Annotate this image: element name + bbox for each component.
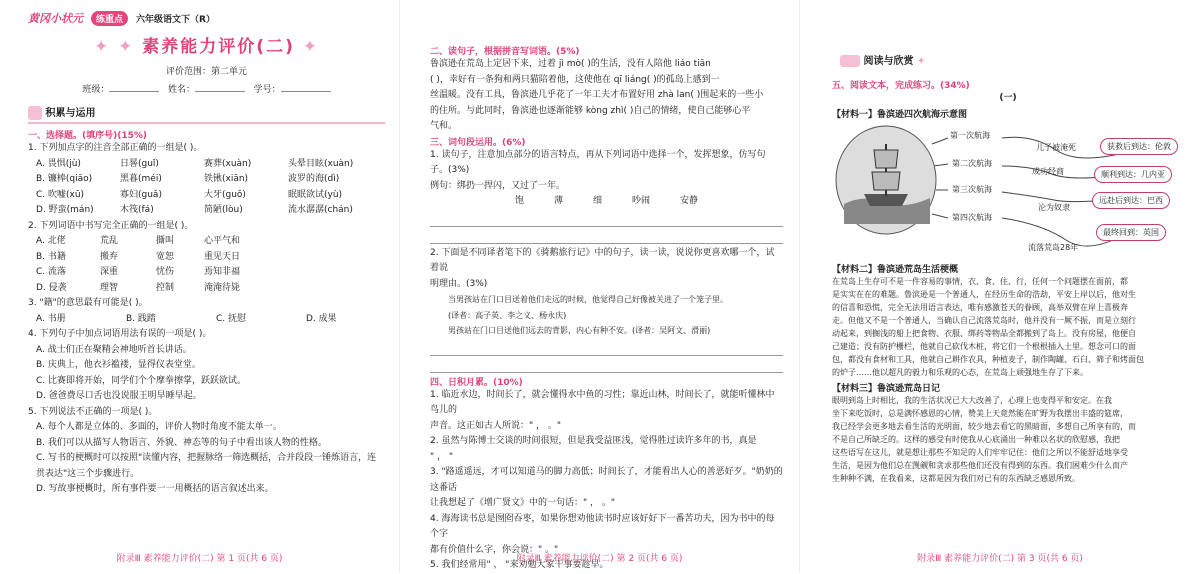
s4-line: 1. 临近水边，时间长了，就会懂得水中鱼的习性；靠近山林，时间长了，就能听懂林中鸟儿的 [430,389,775,415]
page-2 [400,0,800,572]
m2-line: 是实实在在的难题。鲁滨逊是一个普通人，在经历生命的浩劫，平安上岸以后，他对生 [832,289,1136,299]
q3-row [28,312,385,328]
s3-q2-stem: 2. 下面是不同译者笔下的《骑鹅旅行记》中的句子，读一读，说说你更喜欢哪一个，试着说 [430,247,775,273]
q2-d1: D. 侵袭 [36,282,67,293]
m3-line: 眼明到岛上时相比，我的生活状况已大大改善了，心理上也变得平和安定。在我 [832,395,1112,405]
s3-head: 三、词句段运用。(6%) [430,137,526,148]
section-banner [28,104,385,124]
result-1: 获救后到达：伦敦 [1100,138,1178,155]
q3-b: B. 践踏 [126,313,156,324]
word: 薄 [553,196,563,206]
class-field[interactable] [109,91,159,92]
s3-q1-stem: 1. 读句子，注意加点部分的语言特点，再从下列词语中选择一个，发挥想象，仿写句子。(3%) [430,149,766,175]
id-field[interactable] [281,91,331,92]
badge: 练重点 [91,11,128,26]
voyage-2: 第二次航海 [952,158,992,168]
q1-d4: 流水潺潺(chán) [288,205,353,215]
s2-line: ( )，幸好有一条狗和两只猫陪着他，这使他在 qī liáng( )的孤岛上感到一 [430,74,720,85]
q1-row [28,172,385,188]
page-footer: 附录Ⅲ 素养能力评价(二) 第 2 页(共 6 页) [516,554,683,564]
m1-title: 【材料一】鲁滨逊四次航海示意图 [832,109,968,120]
q2 [28,219,385,297]
q2-c2: 深重 [100,267,119,277]
q2-row [28,281,385,297]
m3-line: 不是自己所缺乏的。这样的感受有时使我从心底涌出一种难以名状的欣慰感，我把 [832,434,1120,444]
student-info [28,83,385,99]
page-1 [0,0,400,572]
q1 [28,141,385,219]
m2-line: 在荒岛上生存可不是一件容易的事情，衣、食、住、行，任何一个问题摆在面前，都 [832,276,1128,286]
sparkle-icon: ✦ [916,56,926,67]
s2-line: 丝温暖。没有工具，鲁滨逊几乎花了一年工夫才布置好用 zhà lan( )围起来的一些小 [430,90,764,100]
s4-line: 5. 我们经常用" ， "来劝勉大家干事要趁早。 [430,560,609,570]
scope: 评价范围：第二单元 [165,67,247,77]
page-3 [800,0,1200,572]
q1-c2: 寡妇(guǎ) [120,189,162,200]
s3-q2 [430,246,783,373]
q2-b4: 重见天日 [204,251,241,262]
s4-line: 3. "路遥遥远，才可以知道马的脚力高低；时间长了，才能看出人心的善恶好歹。"奶奶的这番话 [430,467,783,493]
q2-d3: 控制 [156,282,175,293]
title-text: 素养能力评价(二) [142,37,295,57]
event-1: 儿子被淹死 [1036,142,1076,152]
result-2: 顺利到达：几内亚 [1094,166,1172,183]
q2-c3: 忧伤 [156,267,175,277]
q5-c: C. 写书的梗概时可以按照"读懂内容，把握脉络一筛选概括，合并段段一锤炼语言，连 [36,453,377,463]
q3-stem: 3. "籍"的意思最有可能是( )。 [28,298,148,308]
name-label: 姓名： [167,84,195,95]
s4-line: 声音。这正如古人所说：" ， 。" [430,420,562,431]
q3 [28,296,385,327]
s4-line: 让我想起了《增广贤文》中的一句话：" ， 。" [430,498,616,508]
q2-c4: 焉知非福 [204,267,241,277]
book-icon [840,55,860,67]
q1-a4: 头晕目眩(xuàn) [288,158,354,169]
m2-line: 包，都没有食材和工具，他就自己耕作农具，种植麦子，制作陶罐、石臼、筛子和烤面包 [832,354,1144,364]
q1-stem: 1. 下列加点字的注音全部正确的一组是( )。 [28,143,203,153]
s3-q2-stem-cont: 明理由。(3%) [430,278,488,289]
s2-line: 的住所。与此同时，鲁滨逊也逐渐能够 kòng zhì( )自己的情绪，使自己能够心平 [430,105,751,116]
word: 安静 [680,196,699,206]
m3-line: 我已经学会更多地去看生活的光明面，较少地去看它的黑暗面，多想自己所享有的，而 [832,421,1136,431]
voyage-3: 第三次航海 [952,184,992,194]
q3-c: C. 抚慰 [216,313,247,324]
s4-line: 4. 海海读书总是囫囵吞枣，如果你想劝他读书时应该好好下一番苦功夫，因为书中的每个字 [430,513,775,539]
quote-2: 男孩站在门口目送他们远去的背影，内心有种不安。(译者：吴阿文、滑丽) [448,326,711,335]
q1-d2: 木筏(fá) [120,205,154,215]
q1-d3: 简陋(lòu) [204,205,243,215]
q1-a1: A. 畏惧(jù) [36,158,81,169]
q4-c: C. 比赛即将开始，同学们个个摩拳擦掌，跃跃欲试。 [36,375,247,386]
m2-line: 的炉子……他以超凡的毅力和乐观的心态，在荒岛上顽强地生存了下来。 [832,367,1088,377]
s5-head: 五、阅读文本，完成练习。(34%) [832,81,970,91]
grade-label: 六年级语文下（R） [136,14,215,25]
answer-line[interactable] [430,229,783,244]
voyage-1: 第一次航海 [950,130,990,140]
s2-line: 气和。 [430,121,458,131]
q1-c4: 眠眠欲试(yù) [288,189,343,200]
word: 饱 [514,196,524,206]
s4 [430,388,783,574]
q1-head: 一、选择题。(填序号)(15%) [28,131,147,141]
s2-text [430,57,783,135]
q2-stem: 2. 下列词语中书写完全正确的一组是( )。 [28,220,194,231]
s4-head: 四、日积月累。(10%) [430,377,523,388]
q2-a1: A. 北佬 [36,236,66,246]
q1-row [28,203,385,219]
page-header [28,10,385,26]
banner-text: 阅读与欣赏 [863,56,914,67]
q3-d: D. 成果 [306,313,337,324]
q2-d2: 理智 [100,282,119,293]
q2-a2: 荒乱 [100,236,119,246]
q2-b2: 搬弃 [100,251,119,262]
quote-1-src: (译者：高子英、李之义、杨永庆) [448,310,567,320]
page-title [28,32,385,57]
q4-d: D. 爸爸费尽口舌也没说服王明早睡早起。 [36,391,202,401]
q1-row [28,188,385,204]
q3-a: A. 书册 [36,313,66,324]
q5-c-cont: 贯表达"这三个步骤进行。 [36,468,140,479]
q1-a3: 赛葬(xuàn) [204,158,252,169]
m2-line: 己建造；没有防护栅栏，他就自己砍伐木桩，将它们一个根根插入土里。想念可口的面 [832,341,1136,351]
word: 吵闹 [632,196,651,206]
s4-line: " ， " [430,451,454,462]
brand-logo: 黄冈小状元 [28,12,83,25]
s4-line: 2. 虽然与陈博士交谈的时间很短，但是我受益匪浅，觉得胜过读许多年的书，真是 [430,436,757,446]
answer-line[interactable] [430,341,783,356]
m3-line: 这些语写在这儿，就是想让那些不知足的人们牢牢记住：他们之所以不能舒适地享受 [832,447,1128,457]
event-4: 流落荒岛28年 [1028,242,1079,252]
s2-head: 二、读句子，根据拼音写词语。(5%) [430,47,580,57]
q5-a: A. 每个人都是立体的、多面的，评价人物时角度不能太单一。 [36,422,282,432]
q2-row [28,250,385,266]
event-3: 沦为奴隶 [1038,202,1070,212]
q1-row [28,157,385,173]
s4-line: 都有价值什么字，你会说：" 。" [430,544,559,555]
result-3: 远赴后到达：巴西 [1092,192,1170,209]
page-footer: 附录Ⅲ 素养能力评价(二) 第 3 页(共 6 页) [917,554,1083,564]
s2-line: 鲁滨逊在荒岛上定居下来，过着 jì mò( )的生活，没有人陪他 liáo tiān [430,59,711,69]
q1-c1: C. 吹嘘(xū) [36,189,85,200]
book-icon [28,106,42,120]
sparkle-icon: ✦ [294,37,320,57]
m2-title: 【材料二】鲁滨逊荒岛生活梗概 [832,264,959,275]
voyage-diagram [832,120,1184,262]
m3-text [832,394,1184,485]
answer-line[interactable] [430,212,783,227]
m3-line: 生种种不满，在我看来，这都是因为我们对已有的东西缺乏感恩所致。 [832,473,1080,483]
m3-line: 坐下来吃饭时，总是满怀感恩的心情，赞美上天竟然能在旷野为我摆出丰盛的筵席， [832,408,1128,418]
q1-b1: B. 镰棒(qiāo) [36,174,93,184]
part-no: (一) [999,93,1017,103]
q4-a: A. 战士们正在聚精会神地听首长讲话。 [36,344,192,355]
q4-stem: 4. 下列句子中加点词语用法有误的一项是( )。 [28,329,212,339]
q2-row [28,265,385,281]
q2-b3: 宽恕 [156,251,175,262]
m2-line: 的信喜和恐慌，完全无法用语言表达，唯有感激苍天的眷顾，高举双臂在岸上喜极奔 [832,302,1128,312]
q4 [28,327,385,405]
word: 细 [592,196,602,206]
q1-b2: 黑暮(méi) [120,174,162,184]
reading-banner [840,52,925,67]
q5 [28,405,385,498]
q4-b: B. 庆典上，他衣衫褴褛，显得仪表堂堂。 [36,360,201,370]
quote-1: 当男孩站在门口目送着他们走远的时候，他觉得自己好像被关进了一个笼子里。 [448,295,728,304]
m3-line: 生活，是因为他们总在觊觎和贪求那些他们还没有得到的东西。我们困难少什么而产 [832,460,1128,470]
id-label: 学号： [253,84,281,95]
answer-line[interactable] [430,358,783,373]
q1-d1: D. 野蛮(mán) [36,205,94,215]
word-bank [430,194,783,210]
s3-q1-example: 例句：绑扔一捍闪，又过了一年。 [430,180,566,191]
q2-d4: 淹淹待毙 [204,282,241,293]
q1-a2: 日晷(guǐ) [120,158,159,169]
q2-row [28,234,385,250]
m2-line: 动起来，到搁浅的船上把食物、衣服、绑药等物品全都搬到了岛上。没有房屋，他便自 [832,328,1136,338]
q2-a3: 撕叫 [156,236,175,246]
q2-b1: B. 书籍 [36,251,66,262]
page-footer: 附录Ⅲ 素养能力评价(二) 第 1 页(共 6 页) [116,554,283,564]
q5-d: D. 写故事梗概时，所有事件要一一用概括的语言叙述出来。 [36,484,274,494]
name-field[interactable] [195,91,245,92]
q1-b3: 铁锹(xiān) [204,174,249,184]
voyage-4: 第四次航海 [952,212,992,222]
class-label: 班级： [82,84,110,95]
m3-title: 【材料三】鲁滨逊荒岛日记 [832,383,941,394]
q2-a4: 心平气和 [204,236,241,246]
sparkle-icon: ✦ ✦ [93,37,143,57]
banner-text: 积累与运用 [45,108,96,119]
result-4: 最终回到：英国 [1096,224,1166,241]
q1-c3: 大牙(guǒ) [204,189,246,200]
event-2: 成功经商 [1032,166,1064,176]
m2-text [832,275,1184,379]
q5-stem: 5. 下列说法不正确的一项是( )。 [28,406,158,417]
q1-b4: 波罗的海(dì) [288,174,340,184]
q2-c1: C. 流落 [36,267,67,277]
q5-b: B. 我们可以从描写人物语言、外貌、神态等的句子中看出该人物的性格。 [36,437,327,448]
s3-q1 [430,148,783,244]
m2-line: 走。但他又不是一个普通人，当确认自己流落荒岛时，他并没有一厥不振，而是立刻行 [832,315,1136,325]
